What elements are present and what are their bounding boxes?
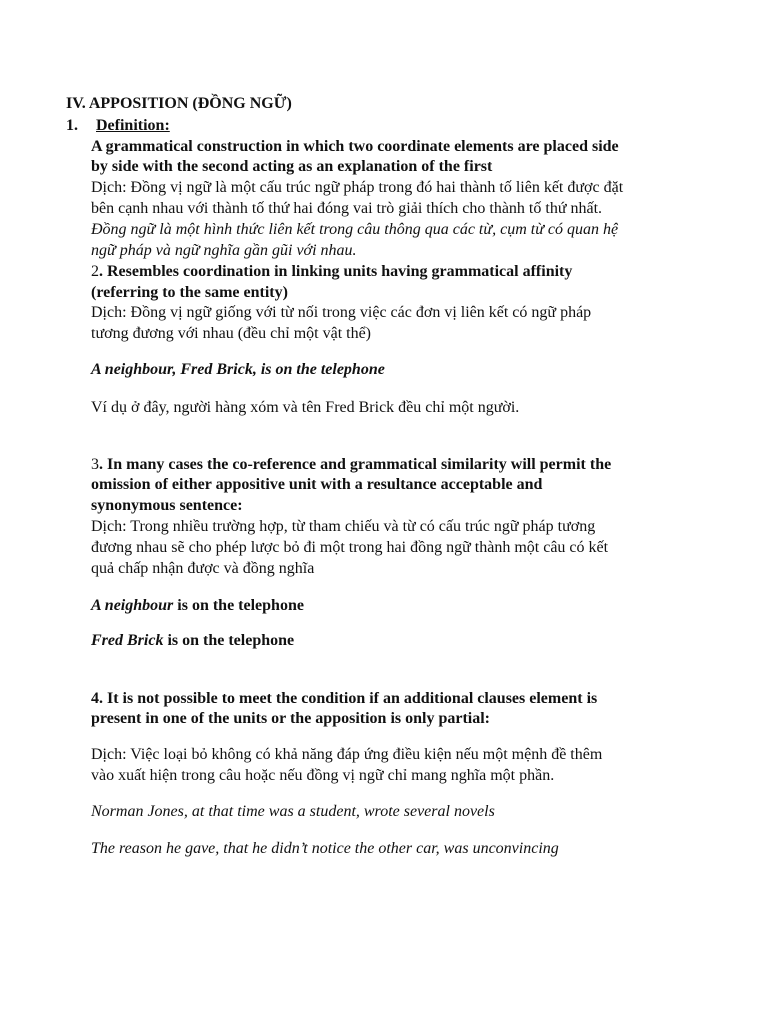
point3-en-line-2: omission of either appositive unit with a resultance acceptable and xyxy=(91,476,543,493)
point3-text: . In many cases the co-reference and grammatical similarity will permit the xyxy=(99,456,612,473)
definition-number: 1. xyxy=(66,117,78,134)
definition-vi-line-1: Dịch: Đồng vị ngữ là một cấu trúc ngữ pháp trong đó hai thành tố liên kết được đặt xyxy=(91,179,624,196)
point2-vi-line-2: tương đương với nhau (đều chỉ một vật thể) xyxy=(91,325,372,342)
point3-example-1-subject: A neighbour xyxy=(91,597,174,614)
definition-vi-line-2: bên cạnh nhau với thành tố thứ hai đóng vai trò giải thích cho thành tố thứ nhất. xyxy=(91,200,603,217)
definition-title: Definition: xyxy=(96,117,170,134)
point2-en-line-2: (referring to the same entity) xyxy=(91,284,288,301)
point2-example-vi: Ví dụ ở đây, người hàng xóm và tên Fred Brick đều chỉ một người. xyxy=(91,399,520,416)
point4-example-2: The reason he gave, that he didn’t notice the other car, was unconvincing xyxy=(91,840,559,857)
definition-heading xyxy=(66,116,170,136)
point2-vi-line-1: Dịch: Đồng vị ngữ giống với từ nối trong việc các đơn vị liên kết có ngữ pháp xyxy=(91,304,592,321)
section-heading: IV. APPOSITION (ĐỒNG NGỮ) xyxy=(66,95,292,112)
point3-vi-line-1: Dịch: Trong nhiều trường hợp, từ tham chiếu và từ có cấu trúc ngữ pháp tương xyxy=(91,518,596,535)
definition-en-line-1: A grammatical construction in which two coordinate elements are placed side xyxy=(91,138,619,155)
point3-example-2 xyxy=(91,631,294,651)
point4-en-line-2: present in one of the units or the apposition is only partial: xyxy=(91,710,491,727)
point3-en-line-3: synonymous sentence: xyxy=(91,497,243,514)
point3-example-2-subject: Fred Brick xyxy=(91,632,164,649)
point3-example-2-rest: is on the telephone xyxy=(163,632,295,649)
point3-vi-line-2: đương nhau sẽ cho phép lược bỏ đi một trong hai đồng ngữ thành một câu có kết xyxy=(91,539,609,556)
point3-example-1-rest: is on the telephone xyxy=(173,597,304,614)
point3-example-1 xyxy=(91,596,304,616)
point4-vi-line-1: Dịch: Việc loại bỏ không có khả năng đáp ứng điều kiện nếu một mệnh đề thêm xyxy=(91,746,603,763)
point3-vi-line-3: quả chấp nhận được và đồng nghĩa xyxy=(91,560,315,577)
point2-example: A neighbour, Fred Brick, is on the telephone xyxy=(91,361,385,378)
point4-en-line-1: 4. It is not possible to meet the condition if an additional clauses element is xyxy=(91,690,598,707)
definition-note-line-1: Đồng ngữ là một hình thức liên kết trong câu thông qua các từ, cụm từ có quan hệ xyxy=(91,221,619,238)
point2-en-line-1 xyxy=(91,262,572,282)
point2-number: 2 xyxy=(91,263,99,280)
point2-text: . Resembles coordination in linking units having grammatical affinity xyxy=(99,263,573,280)
point4-vi-line-2: vào xuất hiện trong câu hoặc nếu đồng vị ngữ chỉ mang nghĩa một phần. xyxy=(91,767,555,784)
point4-example-1: Norman Jones, at that time was a student, wrote several novels xyxy=(91,803,495,820)
point3-number: 3 xyxy=(91,456,99,473)
definition-note-line-2: ngữ pháp và ngữ nghĩa gần gũi với nhau. xyxy=(91,242,357,259)
definition-en-line-2: by side with the second acting as an explanation of the first xyxy=(91,158,493,175)
point3-en-line-1 xyxy=(91,455,611,475)
